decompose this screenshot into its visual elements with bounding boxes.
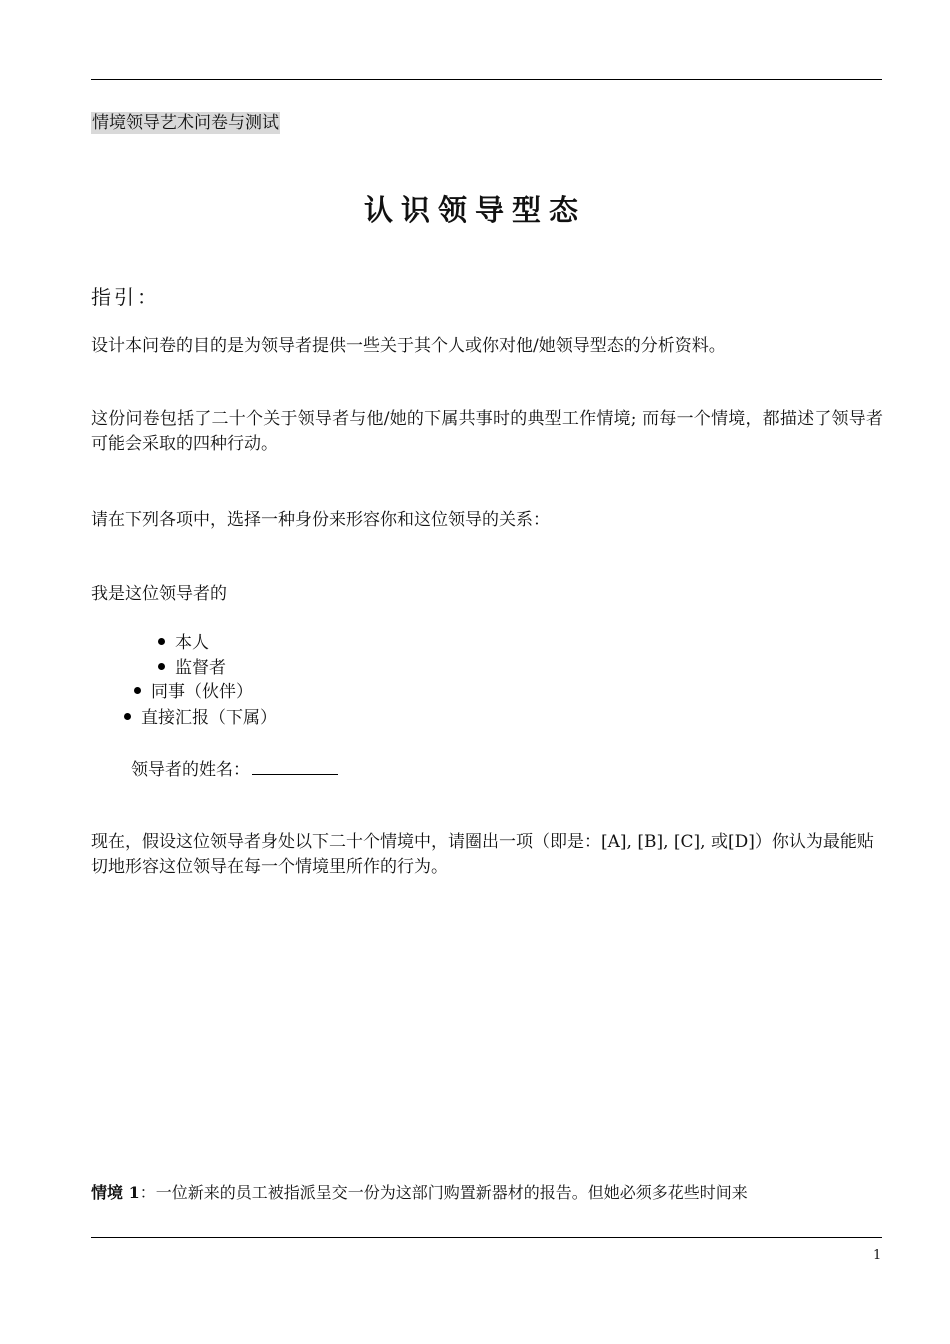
relation-option-label: 本人 bbox=[175, 633, 209, 653]
situation-1 bbox=[91, 1180, 883, 1205]
relation-option-peer[interactable] bbox=[134, 680, 253, 704]
relation-option-supervisor[interactable] bbox=[158, 656, 226, 680]
relation-option-label: 直接汇报（下属） bbox=[141, 708, 277, 728]
document-title: 认识领导型态 bbox=[363, 193, 586, 227]
bullet-icon bbox=[158, 638, 165, 645]
relation-option-direct-report[interactable] bbox=[124, 706, 277, 730]
situation-1-text: ：一位新来的员工被指派呈交一份为这部门购置新器材的报告。但她必须多花些时间来 bbox=[139, 1183, 748, 1202]
running-header: 情境领导艺术问卷与测试 bbox=[92, 113, 279, 133]
directions-heading: 指引： bbox=[91, 285, 160, 309]
relation-intro: 我是这位领导者的 bbox=[91, 584, 227, 604]
relation-option-self[interactable] bbox=[158, 631, 209, 655]
page-number: 1 bbox=[873, 1248, 882, 1263]
purpose-paragraph: 设计本问卷的目的是为领导者提供一些关于其个人或你对他/她领导型态的分析资料。 bbox=[91, 336, 726, 356]
relation-option-label: 监督者 bbox=[175, 658, 226, 678]
content-paragraph: 这份问卷包括了二十个关于领导者与他/她的下属共事时的典型工作情境; 而每一个情境，都描述了领导者可能会采取的四种行动。 bbox=[91, 409, 883, 454]
situation-1-label: 情境 1 bbox=[91, 1183, 140, 1202]
instructions-paragraph: 现在，假设这位领导者身处以下二十个情境中，请圈出一项（即是：[A], [B], [C], 或[D]）你认为最能贴切地形容这位领导在每一个情境里所作的行为。 bbox=[91, 832, 874, 877]
footer-rule bbox=[91, 1237, 882, 1238]
select-paragraph: 请在下列各项中，选择一种身份来形容你和这位领导的关系： bbox=[91, 510, 550, 530]
bullet-icon bbox=[158, 663, 165, 670]
leader-name-row bbox=[131, 757, 338, 782]
leader-name-field[interactable] bbox=[252, 757, 338, 775]
relation-option-label: 同事（伙伴） bbox=[151, 682, 253, 702]
bullet-icon bbox=[124, 713, 131, 720]
leader-name-label: 领导者的姓名： bbox=[131, 760, 250, 780]
bullet-icon bbox=[134, 687, 141, 694]
header-rule bbox=[91, 79, 882, 80]
